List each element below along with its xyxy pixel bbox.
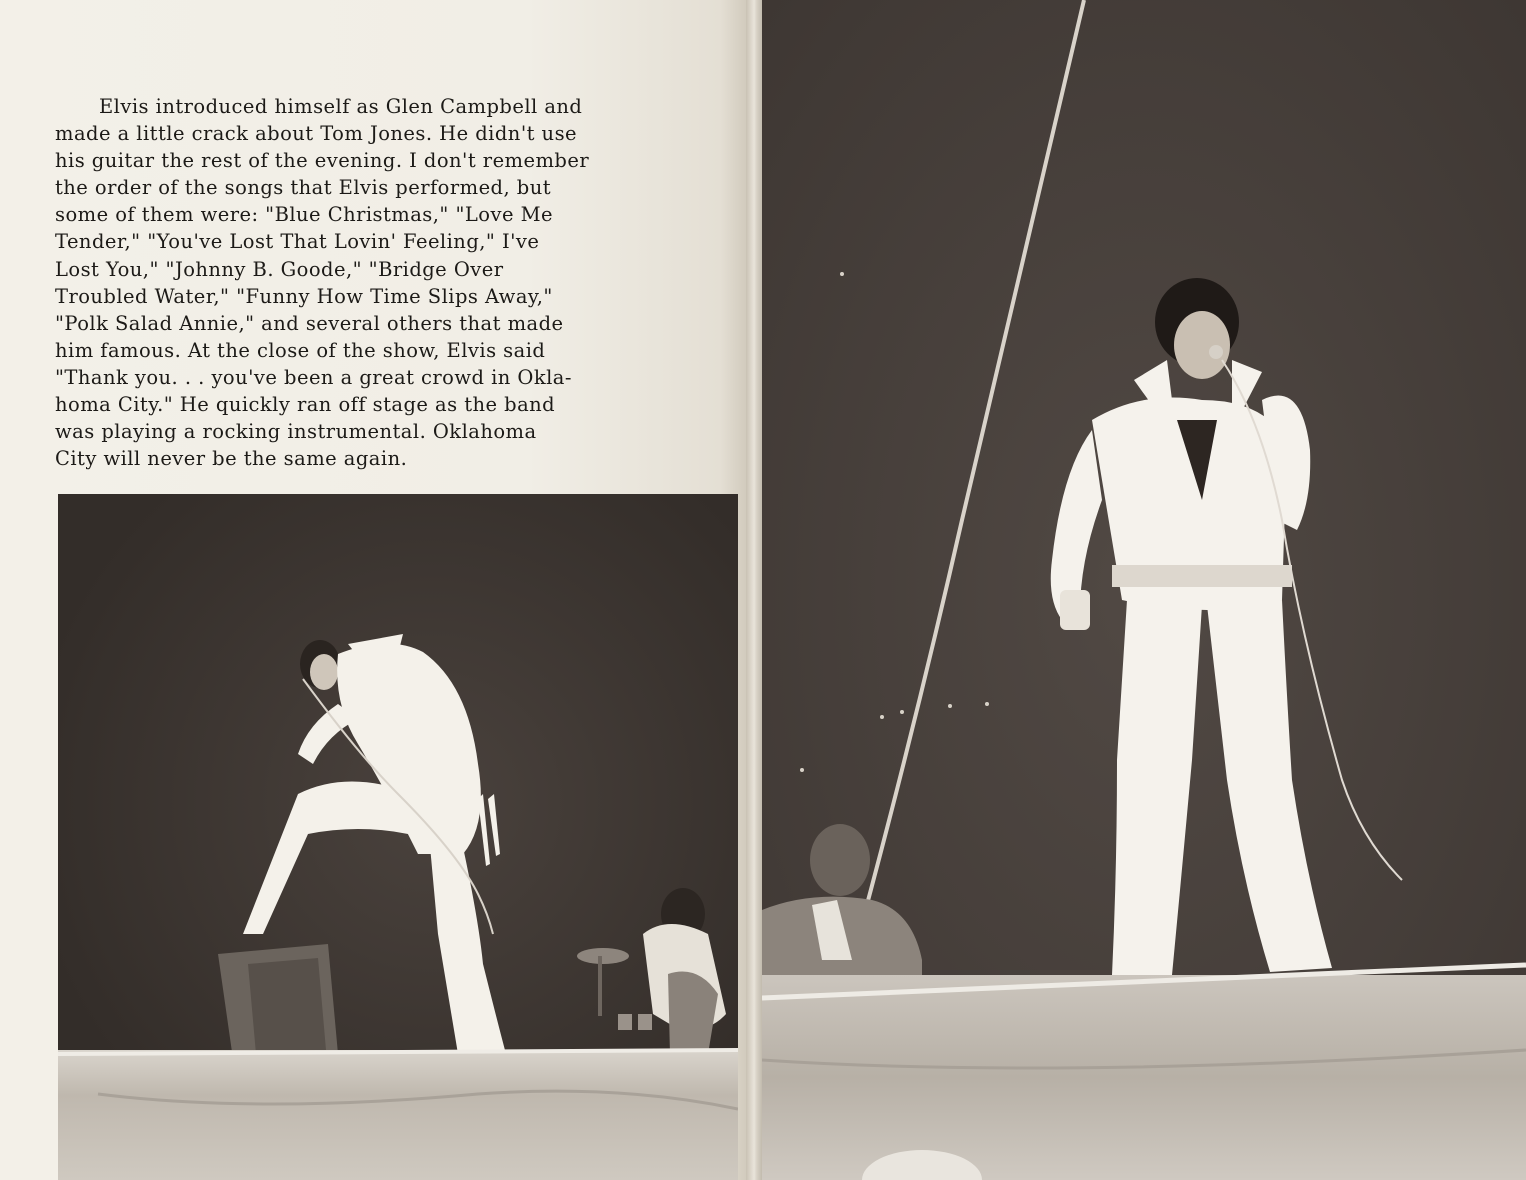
concert-photo-right — [762, 0, 1526, 1180]
text-line: his guitar the rest of the evening. I don't remember — [55, 149, 590, 173]
text-line: City will never be the same again. — [55, 447, 408, 471]
text-line: Lost You," "Johnny B. Goode," "Bridge Over — [55, 257, 504, 281]
text-line: was playing a rocking instrumental. Oklahoma — [55, 420, 537, 444]
left-page — [0, 0, 750, 1180]
text-line: homa City." He quickly ran off stage as the band — [55, 393, 556, 417]
text-line: "Thank you. . . you've been a great crowd in Okla- — [55, 365, 572, 389]
text-line: made a little crack about Tom Jones. He didn't use — [55, 122, 578, 146]
text-line: some of them were: "Blue Christmas," "Love Me — [55, 203, 553, 227]
text-line: him famous. At the close of the show, Elvis said — [55, 338, 546, 362]
performer-standing-illustration — [762, 0, 1526, 1180]
performer-kneeling-illustration — [58, 494, 738, 1180]
text-line: Elvis introduced himself as Glen Campbell and — [99, 95, 583, 118]
concert-photo-left — [58, 494, 738, 1180]
text-line: Tender," "You've Lost That Lovin' Feeling," I've — [55, 230, 540, 254]
article-text — [55, 93, 695, 472]
text-line: the order of the songs that Elvis performed, but — [55, 176, 552, 200]
text-line: Troubled Water," "Funny How Time Slips Away," — [55, 284, 553, 308]
text-line: "Polk Salad Annie," and several others that made — [55, 311, 564, 335]
